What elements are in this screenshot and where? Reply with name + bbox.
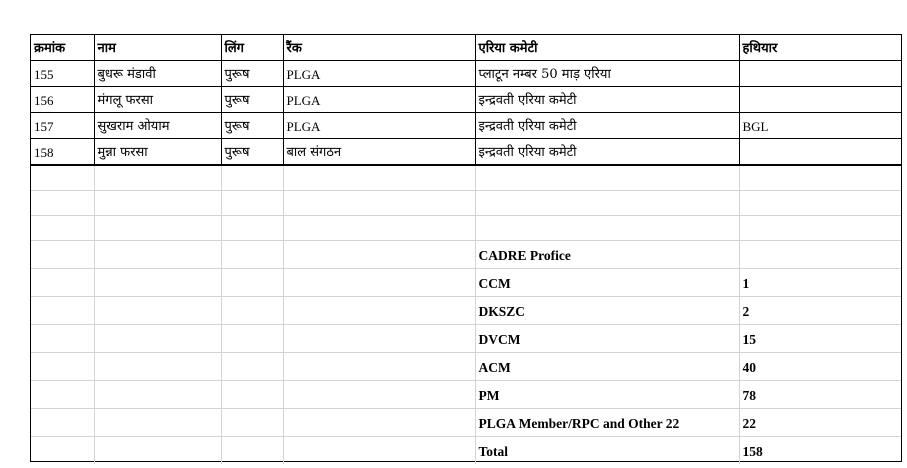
blank-row xyxy=(31,166,901,191)
summary-row xyxy=(31,325,901,353)
summary-row xyxy=(31,353,901,381)
cell-gender: पुरूष xyxy=(221,87,283,113)
header-rank: रैंक xyxy=(283,35,475,61)
header-area: एरिया कमेटी xyxy=(475,35,739,61)
cell-name: मंगलू फरसा xyxy=(94,87,221,113)
table-row xyxy=(31,61,901,87)
summary-label: PM xyxy=(475,381,739,409)
cell-name: मुन्ना फरसा xyxy=(94,139,221,166)
summary-label: PLGA Member/RPC and Other 22 xyxy=(475,409,739,437)
table-row xyxy=(31,113,901,139)
header-gender: लिंग xyxy=(221,35,283,61)
table-row xyxy=(31,139,901,166)
cell-no: 156 xyxy=(31,87,94,113)
blank-row xyxy=(31,191,901,216)
summary-value: 22 xyxy=(739,409,901,437)
summary-row xyxy=(31,269,901,297)
summary-value: 1 xyxy=(739,269,901,297)
summary-row xyxy=(31,297,901,325)
summary-total-row xyxy=(31,437,901,465)
cell-area: इन्द्रवती एरिया कमेटी xyxy=(475,113,739,139)
header-row xyxy=(31,35,901,61)
cell-no: 158 xyxy=(31,139,94,166)
header-name: नाम xyxy=(94,35,221,61)
cell-weapon xyxy=(739,61,901,87)
table-row xyxy=(31,87,901,113)
header-weapon: हथियार xyxy=(739,35,901,61)
summary-total-label: Total xyxy=(475,437,739,465)
summary-label: ACM xyxy=(475,353,739,381)
cell-gender: पुरूष xyxy=(221,113,283,139)
cell-rank: PLGA xyxy=(283,113,475,139)
cell-area: इन्द्रवती एरिया कमेटी xyxy=(475,87,739,113)
cell-rank: PLGA xyxy=(283,87,475,113)
summary-value: 40 xyxy=(739,353,901,381)
summary-row xyxy=(31,381,901,409)
cell-weapon: BGL xyxy=(739,113,901,139)
cadre-table xyxy=(31,35,901,166)
summary-title: CADRE Profice xyxy=(475,241,739,269)
blank-row xyxy=(31,216,901,241)
summary-label: CCM xyxy=(475,269,739,297)
cell-name: सुखराम ओयाम xyxy=(94,113,221,139)
cell-rank: बाल संगठन xyxy=(283,139,475,166)
cell-area: इन्द्रवती एरिया कमेटी xyxy=(475,139,739,166)
summary-row xyxy=(31,409,901,437)
cell-rank: PLGA xyxy=(283,61,475,87)
cell-gender: पुरूष xyxy=(221,61,283,87)
cell-no: 155 xyxy=(31,61,94,87)
cell-weapon xyxy=(739,87,901,113)
summary-total-value: 158 xyxy=(739,437,901,465)
spreadsheet xyxy=(30,34,902,462)
summary-title-row xyxy=(31,241,901,269)
summary-label: DVCM xyxy=(475,325,739,353)
summary-label: DKSZC xyxy=(475,297,739,325)
summary-value: 15 xyxy=(739,325,901,353)
summary-value: 78 xyxy=(739,381,901,409)
header-no: क्रमांक xyxy=(34,41,66,56)
cell-area: प्लाटून नम्बर 50 माड़ एरिया xyxy=(475,61,739,87)
summary-table xyxy=(31,166,901,464)
cell-gender: पुरूष xyxy=(221,139,283,166)
cell-name: बुधरू मंडावी xyxy=(94,61,221,87)
cell-no: 157 xyxy=(31,113,94,139)
summary-value: 2 xyxy=(739,297,901,325)
cell-weapon xyxy=(739,139,901,166)
